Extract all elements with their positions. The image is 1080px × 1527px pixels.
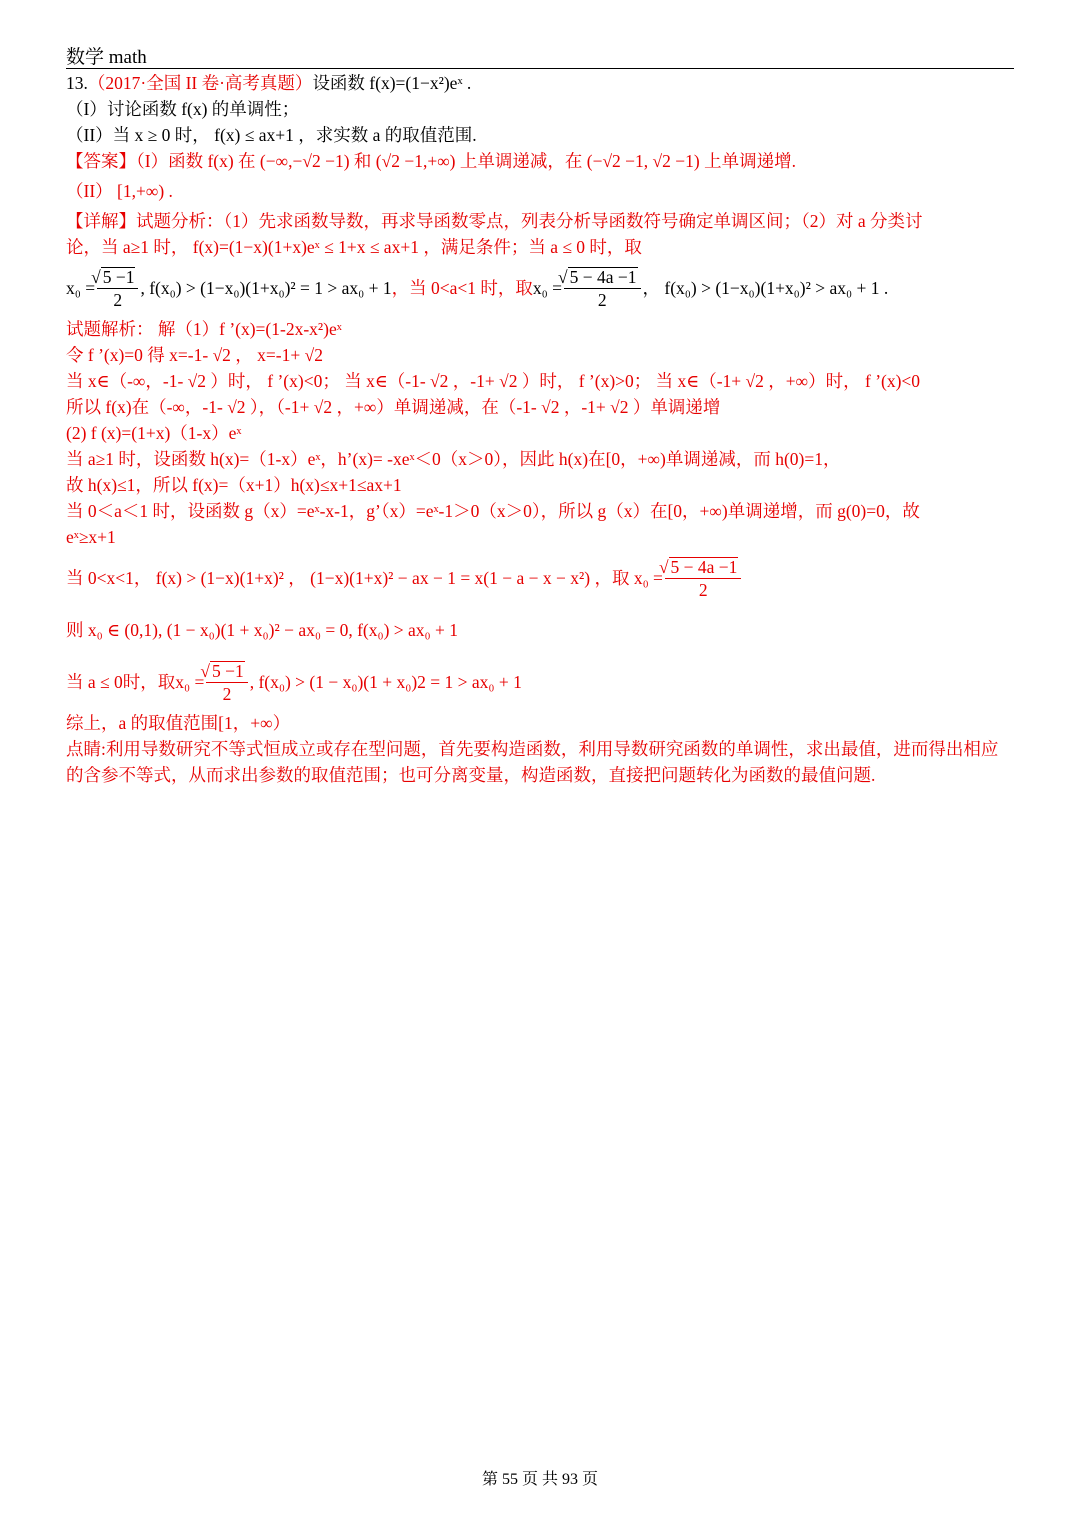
inequality-1: , f(x₀) > (1−x₀)(1+x₀)² = 1 > ax₀ + 1 [140,278,392,298]
detail-line-2: 论，当 a≥1 时， f(x)=(1−x)(1+x)eˣ ≤ 1+x ≤ ax+1 ，满足条件；当 a ≤ 0 时，取 [66,237,642,257]
problem-part-2: （II）当 x ≥ 0 时， f(x) ≤ ax+1 ，求实数 a 的取值范围. [66,125,477,145]
fraction-1 [97,266,138,311]
case-a-nonpositive-ineq: , f(x₀) > (1 − x₀)(1 + x₀)2 = 1 > ax₀ + 1 [249,672,522,692]
fraction-4-denominator: 2 [222,683,232,704]
fraction-2 [564,266,641,311]
case-0-x-1-text: 当 0<x<1， f(x) > (1−x)(1+x)² ， (1−x)(1+x)² − ax − 1 = x(1 − a − x − x²) ，取 x₀ = [66,568,663,588]
fraction-3-numerator: √ 5 − 4a −1 [669,557,739,576]
case-text: ，当 0<a<1 时，取 [391,278,533,298]
x0-def-1: x₀ = [66,278,96,298]
analysis-line: 试题解析： 解（1）f ’(x)=(1-2x-x²)eˣ [66,319,342,339]
then-line: 则 x₀ ∈ (0,1), (1 − x₀)(1 + x₀)² − ax₀ = 0, f(x₀) > ax₀ + 1 [66,620,459,640]
fraction-1-denominator: 2 [113,289,123,310]
analysis-line: 当 a≥1 时，设函数 h(x)=（1-x）eˣ，h’(x)= -xeˣ＜0（x＞0），因此 h(x)在[0，+∞)单调递减，而 h(0)=1， [66,449,841,469]
analysis-line: 当 0＜a＜1 时，设函数 g（x）=eˣ-x-1，g’（x）=eˣ-1＞0（x＞0），所以 g（x）在[0，+∞)单调递增，而 g(0)=0，故 [66,501,920,521]
fraction-4 [206,660,247,705]
answer-text-1: （I）函数 f(x) 在 (−∞,−√2 −1) 和 (√2 −1,+∞) 上单调递减，在 (−√2 −1, √2 −1) 上单调递增. [136,151,796,171]
detail-tag: 【详解】 [66,211,136,231]
fraction-2-numerator: √ 5 − 4a −1 [568,267,638,286]
answer-line-1 [66,148,1014,178]
fraction-2-denominator: 2 [597,289,607,310]
fraction-1-numerator: √ 5 −1 [101,267,135,286]
header-title: 数学 math [66,47,147,68]
problem-part-1: （I）讨论函数 f(x) 的单调性； [66,99,300,119]
analysis-line: (2) f (x)=(1+x)（1-x）eˣ [66,423,242,443]
answer-tag: 【答案】 [66,151,136,171]
analysis-line: eˣ≥x+1 [66,527,116,547]
detail-line-1 [66,208,1014,234]
detail-text-1: 试题分析：（1）先求函数导数，再求导函数零点，列表分析导函数符号确定单调区间；（2）对 a 分类讨 [136,211,923,231]
problem-stem: 设函数 f(x)=(1−x²)eˣ . [312,73,472,93]
analysis-line: 当 x∈（-∞，-1- √2 ）时， f ’(x)<0； 当 x∈（-1- √2 ，-1+ √2 ）时， f ’(x)>0； 当 x∈（-1+ √2 ，+∞）时， f ’(x)<0 [66,371,921,391]
page-footer: 第 55 页 共 93 页 [481,1471,598,1488]
fraction-3-denominator: 2 [698,579,708,600]
analysis-line: 所以 f(x)在（-∞，-1- √2 ），（-1+ √2 ，+∞）单调递减，在（-1- √2 ，-1+ √2 ）单调递增 [66,397,721,417]
remark-paragraph: 点睛:利用导数研究不等式恒成立或存在型问题，首先要构造函数，利用导数研究函数的单调性，求出最值，进而得出相应的含参不等式，从而求出参数的取值范围；也可分离变量，构造函数，直接把问题转化为函数的最值问题. [66,739,999,785]
analysis-line: 令 f ’(x)=0 得 x=-1- √2 ， x=-1+ √2 [66,345,323,365]
inequality-2: ， f(x₀) > (1−x₀)(1+x₀)² > ax₀ + 1 . [642,278,889,298]
case-0-x-1-line [66,550,1014,606]
problem-number: 13. [66,73,88,93]
fraction-3 [665,556,742,601]
problem-stem-line [66,70,1014,96]
analysis-line: 故 h(x)≤1，所以 f(x)=（x+1）h(x)≤x+1≤ax+1 [66,475,402,495]
analysis-block [66,316,1014,550]
case-a-nonpositive-line [66,654,1014,710]
problem-source: （2017·全国 II 卷·高考真题） [87,73,313,93]
detail-line-3 [66,260,1014,316]
summary-line: 综上，a 的取值范围[1，+∞） [66,713,291,733]
x0-def-2: x₀ = [532,278,563,298]
answer-line-2: （II） [1,+∞) . [66,181,173,201]
page-header [66,40,1014,69]
case-a-nonpositive-text: 当 a ≤ 0时，取x₀ = [66,672,205,692]
document-body [66,70,1014,788]
fraction-4-numerator: √ 5 −1 [210,661,244,680]
